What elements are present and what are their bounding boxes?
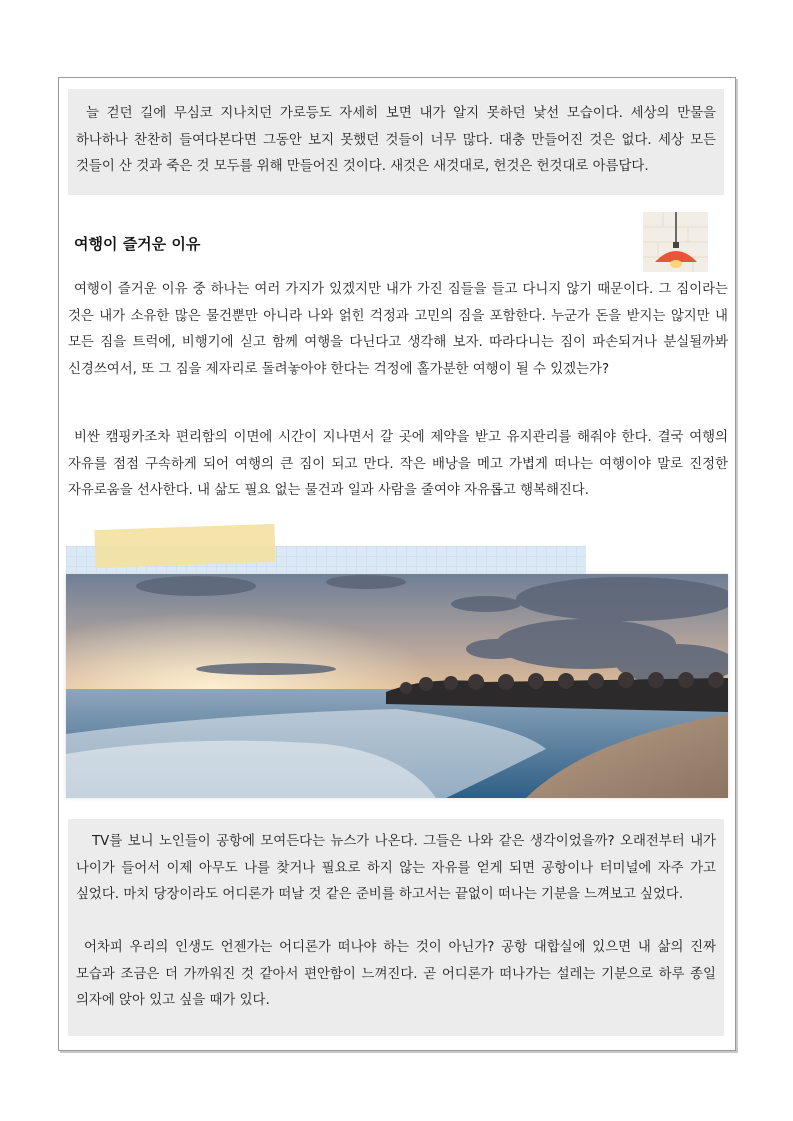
- intro-box: [68, 89, 724, 195]
- intro-paragraph: 늘 걷던 길에 무심코 지나치던 가로등도 자세히 보면 내가 알지 못하던 낯선 모습이다. 세상의 만물을 하나하나 찬찬히 들여다본다면 그동안 보지 못했던 것들이 너무 많다. 대충 만들어진 것은 없다. 세상 모든 것들이 산 것과 죽은 것 모두를 위해 만들어진 것이다. 새것은 새것대로, 헌것은 헌것대로 아름답다.: [76, 106, 716, 175]
- closing-box: [68, 819, 724, 1036]
- closing-paragraph-1: TV를 보니 노인들이 공항에 모여든다는 뉴스가 나온다. 그들은 나와 같은 생각이었을까? 오래전부터 내가 나이가 들어서 이제 아무도 나를 찾거나 필요로 하지 않는 자유를 얻게 되면 공항이나 터미널에 자주 가고 싶었다. 마치 당장이라도 어디론가 떠날 것 같은 준비를 하고서는 끝없이 떠나는 기분을 느껴보고 싶었다.: [76, 834, 716, 903]
- pendant-lamp-icon: [643, 212, 708, 272]
- section-title: 여행이 즐거운 이유: [74, 235, 201, 253]
- section-paragraph-2: 비싼 캠핑카조차 편리함의 이면에 시간이 지나면서 갈 곳에 제약을 받고 유지관리를 해줘야 한다. 결국 여행의 자유를 점점 구속하게 되어 여행의 큰 짐이 되고 만다. 작은 배낭을 메고 가볍게 떠나는 여행이야 말로 진정한 자유로움을 선사한다. 내 삶도 필요 없는 물건과 일과 사람을 줄여야 자유롭고 행복해진다.: [68, 430, 728, 499]
- yellow-tape: [94, 524, 275, 568]
- section-paragraph-1: 여행이 즐거운 이유 중 하나는 여러 가지가 있겠지만 내가 가진 짐들을 들고 다니지 않기 때문이다. 그 짐이라는 것은 내가 소유한 많은 물건뿐만 아니라 나와 얽힌 걱정과 고민의 짐을 포함한다. 누군가 돈을 받지는 않지만 내 모든 짐을 트럭에, 비행기에 싣고 함께 여행을 다닌다고 생각해 보자. 따라다니는 짐이 파손되거나 분실될까봐 신경쓰여서, 또 그 짐을 제자리로 돌려놓아야 한다는 걱정에 홀가분한 여행이 될 수 있겠는가?: [68, 282, 728, 377]
- closing-paragraph-2: 어차피 우리의 인생도 언젠가는 어디론가 떠나야 하는 것이 아닌가? 공항 대합실에 있으면 내 삶의 진짜 모습과 조금은 더 가까워진 것 같아서 편안함이 느껴진다. 곧 어디론가 떠나가는 설레는 기분으로 하루 종일 의자에 앉아 있고 싶을 때가 있다.: [76, 940, 716, 1009]
- sunset-beach-photo: [66, 574, 728, 798]
